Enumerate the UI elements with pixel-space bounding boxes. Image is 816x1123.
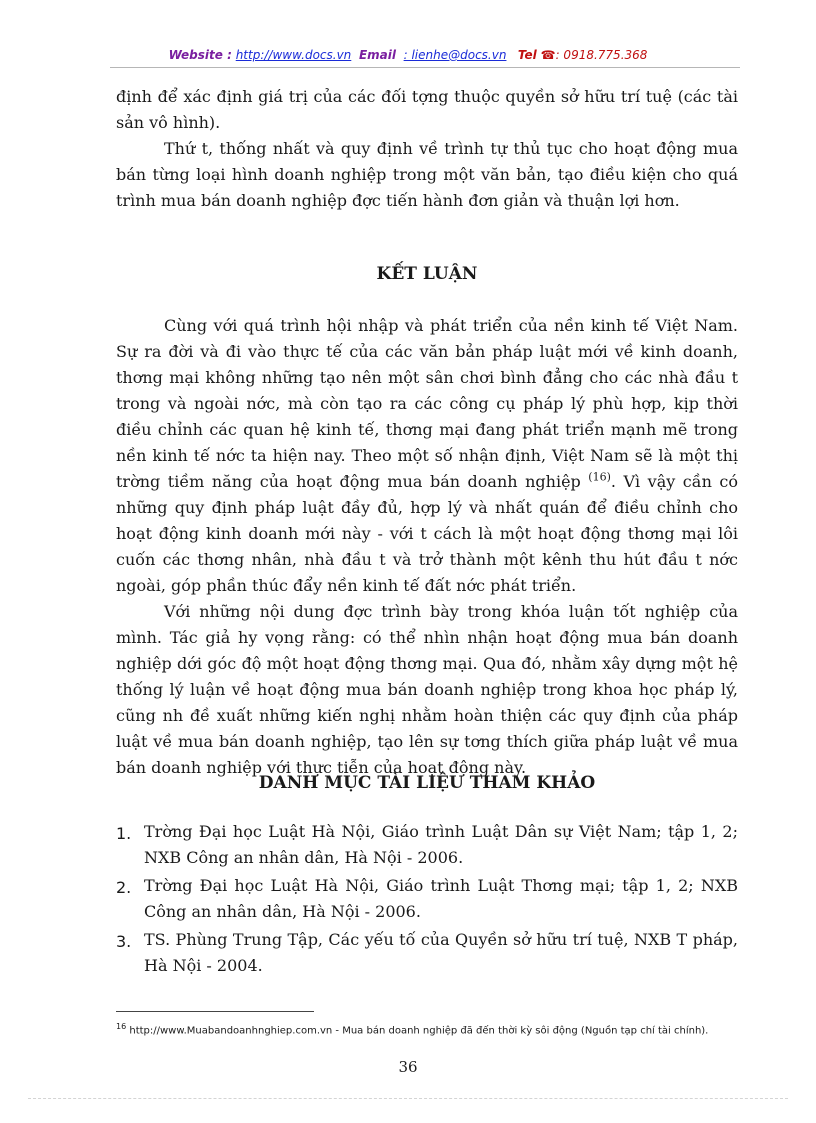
website-link[interactable]: http://www.docs.vn — [235, 48, 352, 62]
reference-item — [116, 873, 738, 925]
footnote-divider — [116, 1011, 314, 1012]
tel-value: : 0918.775.368 — [555, 48, 648, 62]
reference-number: 1. — [116, 824, 132, 843]
tel-label: Tel — [517, 48, 537, 62]
reference-number: 2. — [116, 878, 132, 897]
conclusion-paragraph-2: Với những nội dung đợc trình bày trong khóa luận tốt nghiệp của mình. Tác giả hy vọng rằng: có thể nhìn nhận hoạt động mua bán doanh nghiệp dới góc độ một hoạt động thơng mại. Qua đó, nhằm xây dựng một hệ thống lý luận về hoạt động mua bán doanh nghiệp trong khoa học pháp lý, cũng nh đề xuất những kiến nghị nhằm hoàn thiện các quy định của pháp luật về mua bán doanh nghiệp, tạo lên sự tơng thích giữa pháp luật về mua bán doanh nghiệp với thực tiễn của hoạt động này. — [116, 602, 738, 777]
reference-text: Trờng Đại học Luật Hà Nội, Giáo trình Luật Thơng mại; tập 1, 2; NXB Công an nhân dân, Hà Nội - 2006. — [144, 876, 738, 921]
paragraph-continuation: định để xác định giá trị của các đối tợng thuộc quyền sở hữu trí tuệ (các tài sản vô hình). — [116, 87, 738, 132]
reference-text: Trờng Đại học Luật Hà Nội, Giáo trình Luật Dân sự Việt Nam; tập 1, 2; NXB Công an nhân dân, Hà Nội - 2006. — [144, 822, 738, 867]
conclusion-p1-text-a: Cùng với quá trình hội nhập và phát triển của nền kinh tế Việt Nam. Sự ra đời và đi vào thực tế của các văn bản pháp luật mới về kinh doanh, thơng mại không những tạo nên một sân chơi bình đẳng cho các nhà đầu t trong và ngoài nớc, mà còn tạo ra các công cụ pháp lý phù hợp, kịp thời điều chỉnh các quan hệ kinh tế, thơng mại đang phát triển mạnh mẽ trong nền kinh tế nớc ta hiện nay. Theo một số nhận định, Việt Nam sẽ là một thị trờng tiềm năng của hoạt động mua bán doanh nghiệp — [116, 316, 738, 491]
conclusion-body — [116, 313, 738, 781]
header-divider — [110, 67, 740, 68]
references-list — [116, 819, 738, 981]
references-heading: DANH MỤC TÀI LIỆU THAM KHẢO — [258, 773, 596, 793]
reference-item — [116, 927, 738, 979]
reference-number: 3. — [116, 932, 132, 951]
footnote — [116, 1021, 738, 1037]
conclusion-paragraph-1 — [116, 313, 738, 599]
email-label: Email — [358, 48, 396, 62]
reference-text: TS. Phùng Trung Tập, Các yếu tố của Quyền sở hữu trí tuệ, NXB T pháp, Hà Nội - 2004. — [144, 930, 738, 975]
footnote-reference[interactable]: (16) — [588, 470, 611, 484]
website-label: Website : — [168, 48, 232, 62]
email-link[interactable]: : lienhe@docs.vn — [403, 48, 507, 62]
reference-item — [116, 819, 738, 871]
conclusion-heading: KẾT LUẬN — [376, 264, 478, 284]
footnote-text: http://www.Muabandoanhnghiep.com.vn - Mua bán doanh nghiệp đã đến thời kỳ sôi động (Nguồn tạp chí tài chính). — [126, 1025, 709, 1037]
conclusion-p1-text-b: . Vì vậy cần có những quy định pháp luật đầy đủ, hợp lý và nhất quán để điều chỉnh cho hoạt động kinh doanh mới này - với t cách là một hoạt động thơng mại lôi cuốn các thơng nhân, nhà đầu t và trở thành một kênh thu hút đầu t nớc ngoài, góp phần thúc đẩy nền kinh tế đất nớc phát triển. — [116, 472, 738, 595]
paragraph-fourth-point: Thứ t, thống nhất và quy định về trình tự thủ tục cho hoạt động mua bán từng loại hình doanh nghiệp trong một văn bản, tạo điều kiện cho quá trình mua bán doanh nghiệp đợc tiến hành đơn giản và thuận lợi hơn. — [116, 139, 738, 210]
phone-icon: ☎ — [540, 48, 556, 62]
body-text-top — [116, 84, 738, 214]
bottom-divider — [28, 1098, 788, 1099]
page-number: 36 — [398, 1058, 418, 1076]
page-header — [0, 48, 816, 62]
footnote-marker: 16 — [116, 1022, 127, 1031]
